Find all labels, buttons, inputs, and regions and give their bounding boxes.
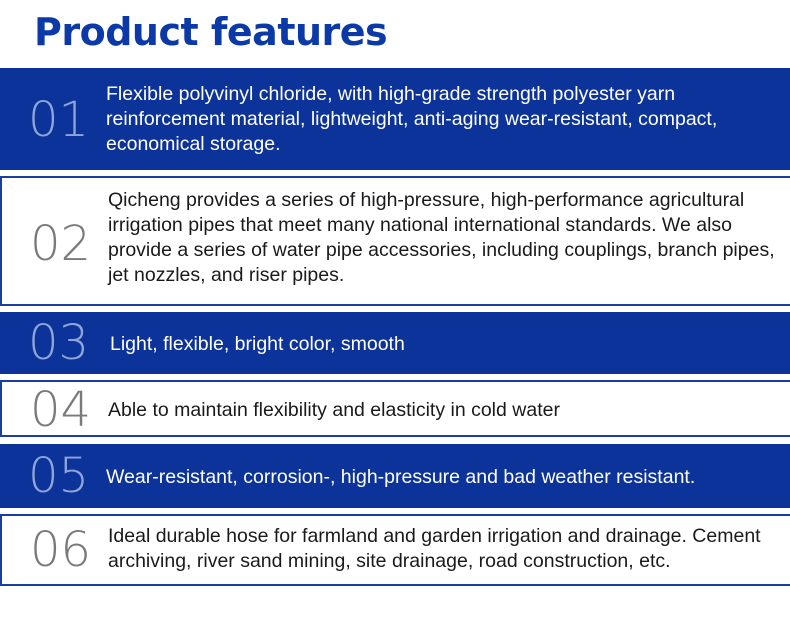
feature-row [0, 68, 790, 170]
feature-row [0, 312, 790, 374]
feature-row [0, 514, 790, 586]
feature-number: 04 [30, 382, 92, 438]
feature-text: Light, flexible, bright color, smooth [110, 333, 405, 355]
page-title: Product features [34, 10, 388, 54]
feature-text: Ideal durable hose for farmland and garden irrigation and drainage. Cement archiving, river sand mining, site drainage, road construction, etc. [108, 525, 761, 572]
feature-number: 05 [28, 448, 90, 504]
feature-row [0, 444, 790, 508]
feature-text: Flexible polyvinyl chloride, with high-grade strength polyester yarn reinforcement material, lightweight, anti-aging wear-resistant, compact, economical storage. [106, 83, 718, 155]
feature-number: 02 [30, 216, 92, 272]
feature-row [0, 176, 790, 306]
feature-number: 01 [28, 92, 90, 148]
feature-number: 06 [30, 522, 92, 578]
feature-number: 03 [28, 315, 90, 371]
feature-text: Able to maintain flexibility and elasticity in cold water [108, 399, 560, 421]
feature-text: Wear-resistant, corrosion-, high-pressure and bad weather resistant. [106, 466, 696, 488]
feature-text: Qicheng provides a series of high-pressure, high-performance agricultural irrigation pipes that meet many national international standards. We also provide a series of water pipe accessories, including couplings, branch pipes, jet nozzles, and riser pipes. [108, 189, 775, 286]
feature-row [0, 380, 790, 437]
